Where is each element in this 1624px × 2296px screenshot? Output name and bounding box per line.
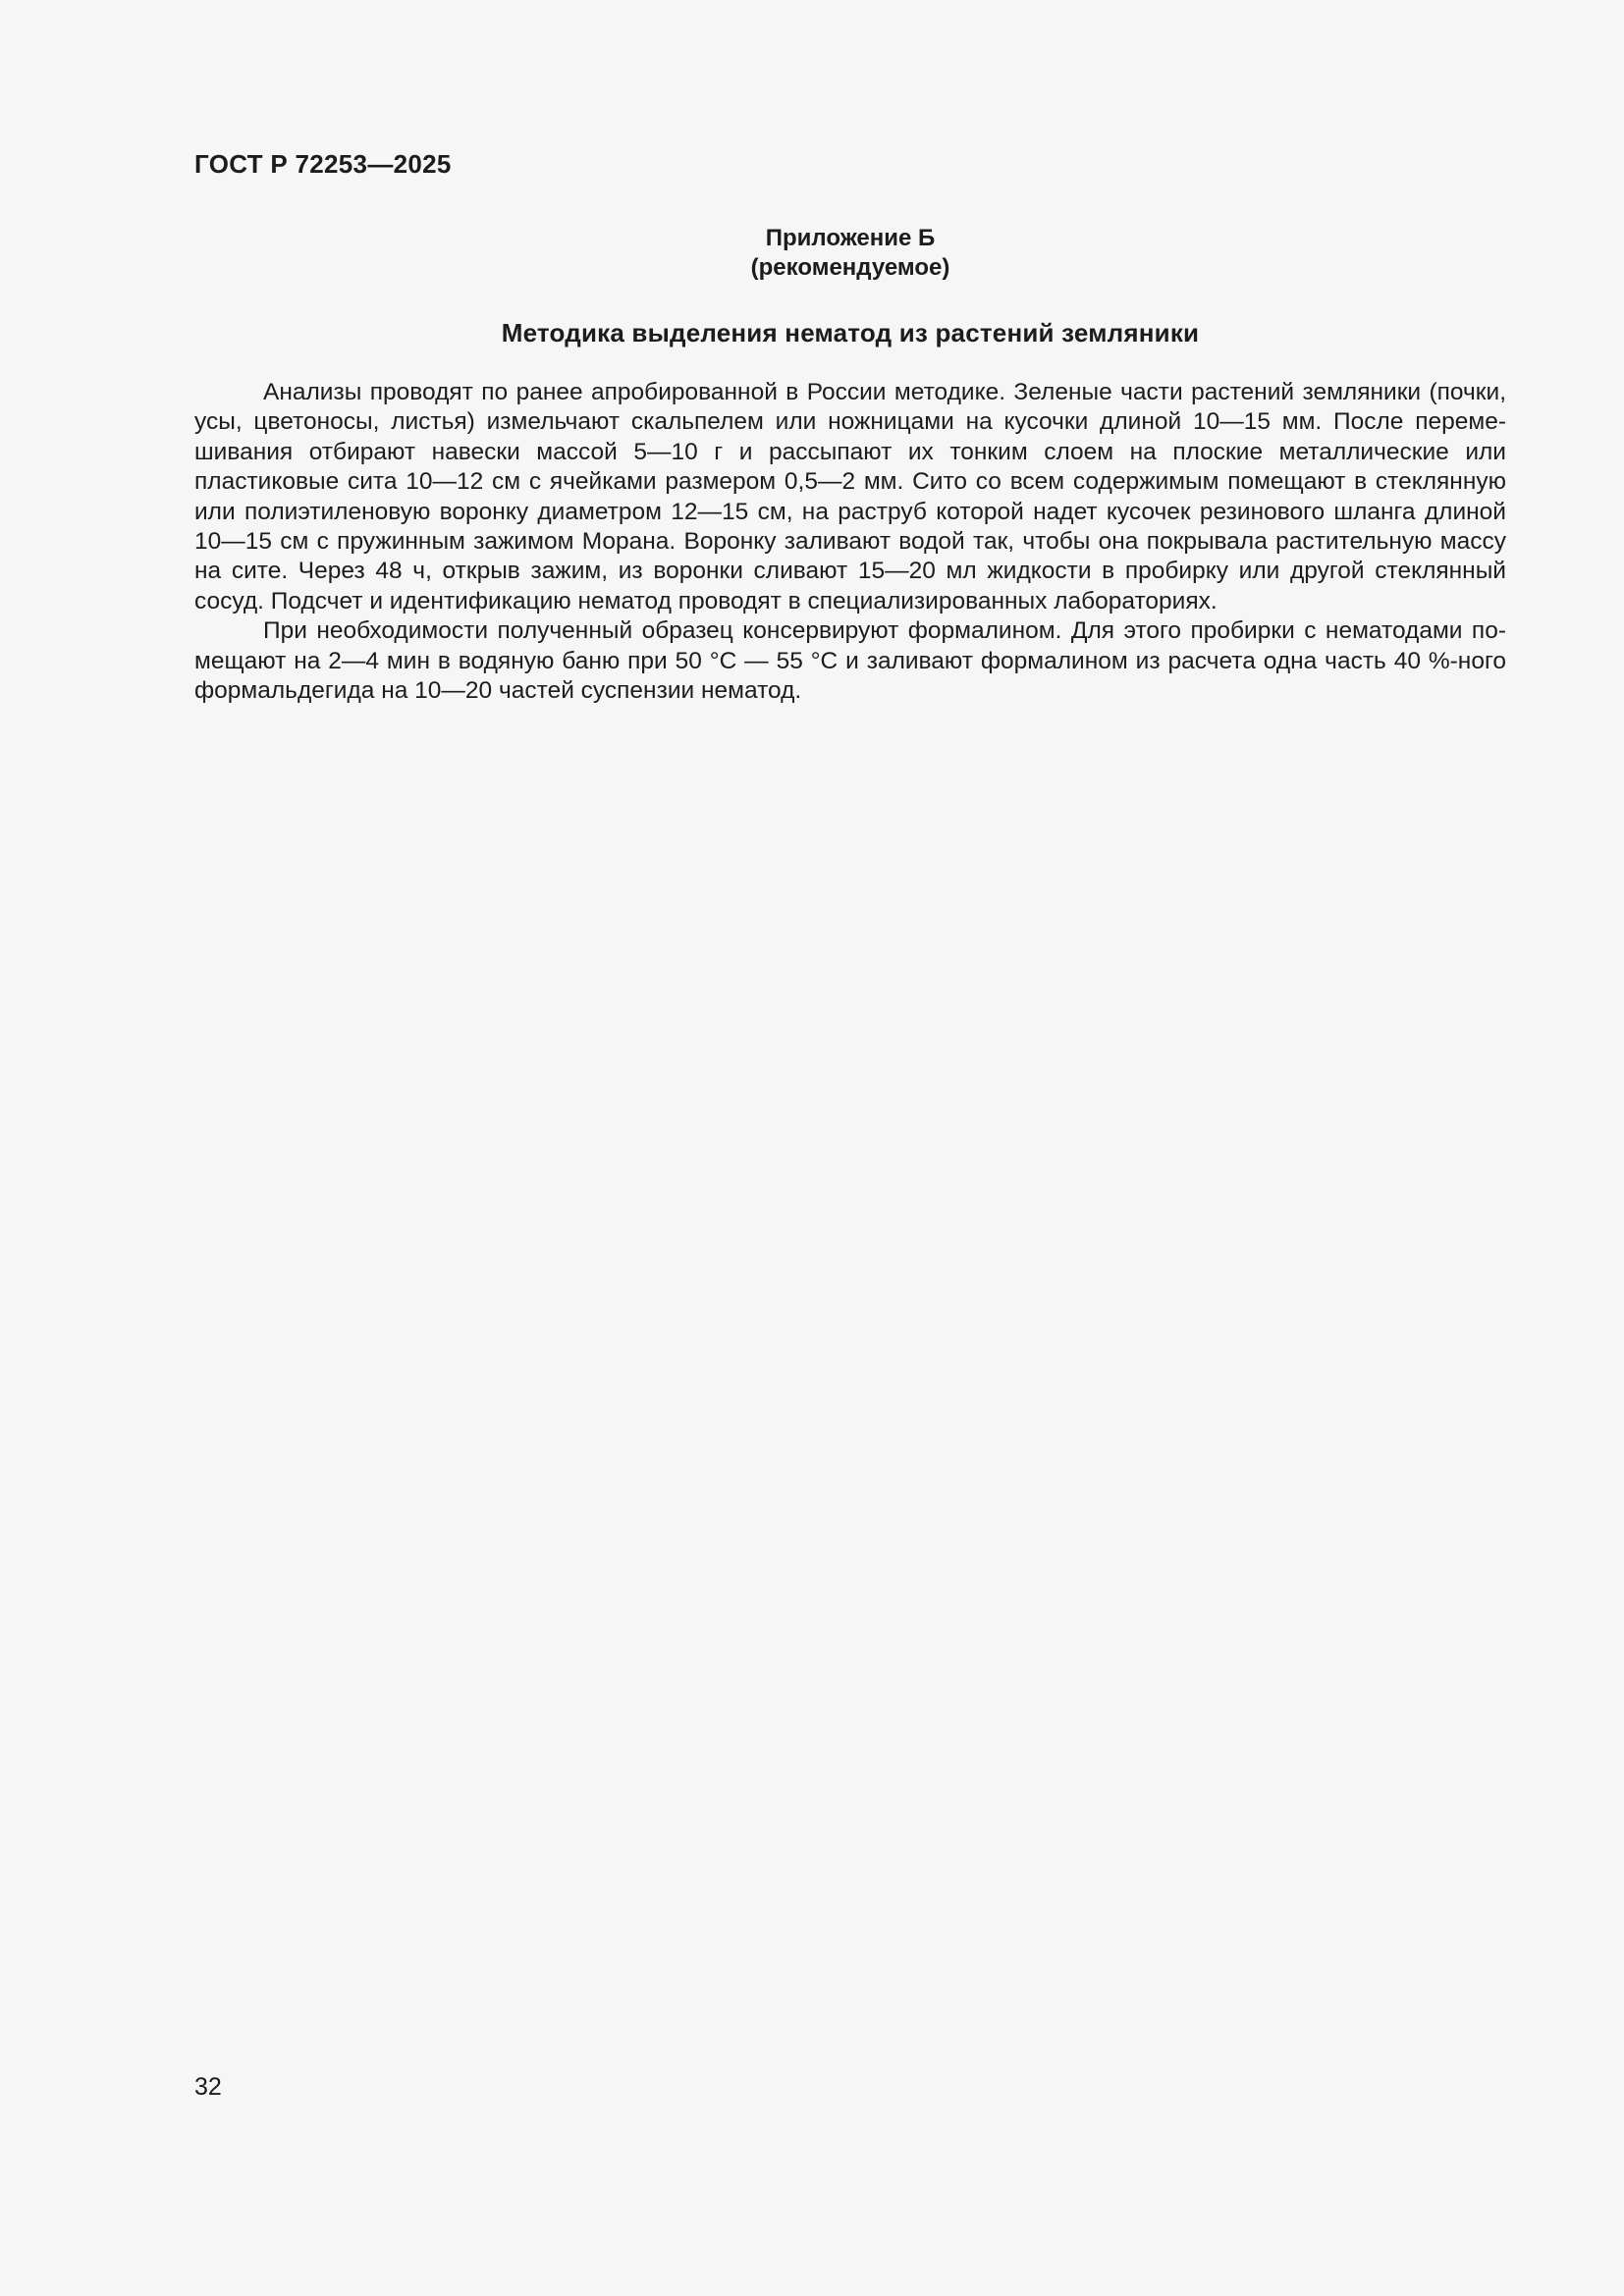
appendix-status: (рекомендуемое) bbox=[750, 254, 950, 281]
appendix-label: Приложение Б bbox=[765, 225, 936, 251]
document-code: ГОСТ Р 72253—2025 bbox=[194, 149, 452, 179]
paragraph: При необходимости полученный образец консервируют формалином. Для этого пробирки с нематодами помещают на 2—4 мин в водяную баню при 50 °С — 55 °С и заливают формалином из расчета одна часть 40 %-ного формальдегида на 10—20 частей суспензии нематод. bbox=[194, 617, 1506, 705]
appendix-heading bbox=[194, 224, 1506, 283]
page-number: 32 bbox=[194, 2073, 222, 2101]
paragraph: Анализы проводят по ранее апробированной в России методике. Зеленые части растений земляники (почки, усы, цветоносы, листья) измельчают скальпелем или ножницами на кусочки длиной 10—15 мм. После перемешивания отбирают навески массой 5—10 г и рассыпают их тонким слоем на плоские металлические или пластиковые сита 10—12 см с ячейками размером 0,5—2 мм. Сито со всем содержимым помещают в стеклянную или полиэтиленовую воронку диаметром 12—15 см, на раструб которой надет кусочек резинового шланга длиной 10—15 см с пружинным зажимом Морана. Воронку заливают водой так, чтобы она покрывала растительную массу на сите. Через 48 ч, открыв зажим, из воронки сливают 15—20 мл жидкости в пробирку или другой стеклянный сосуд. Подсчет и идентификацию нематод проводят в специализированных лабораториях. bbox=[194, 379, 1506, 614]
body-text bbox=[194, 378, 1506, 706]
appendix-title: Методика выделения нематод из растений земляники bbox=[501, 318, 1200, 347]
